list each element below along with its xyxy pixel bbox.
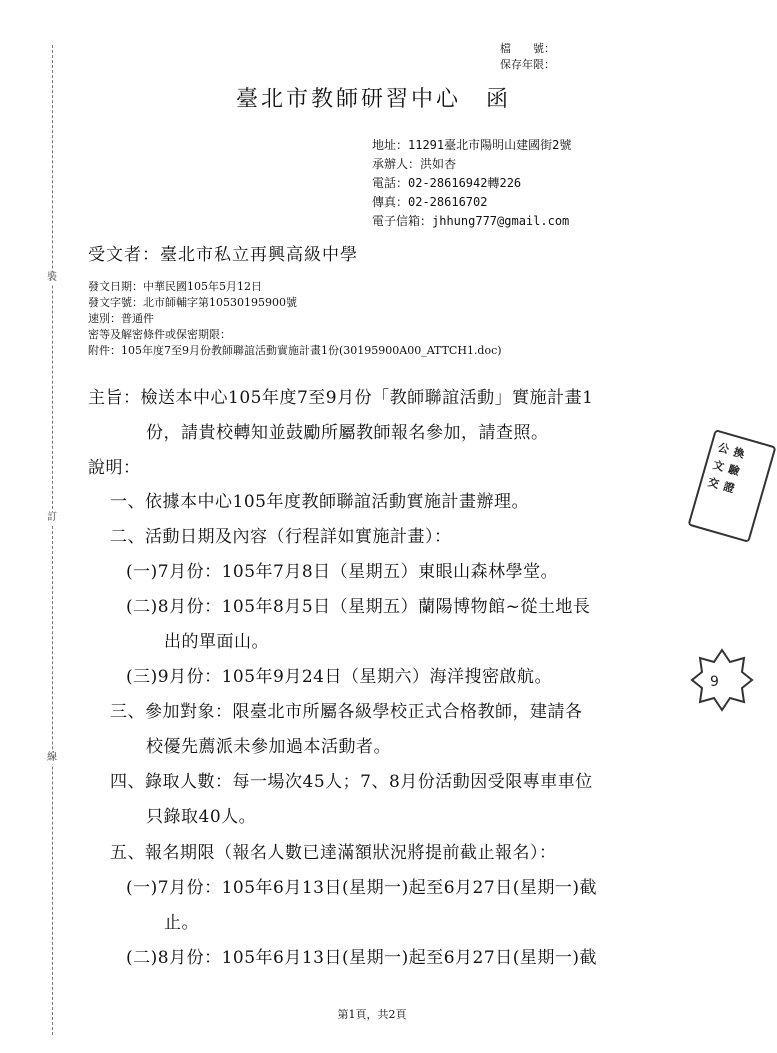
- binding-mark-xian: 線: [44, 752, 60, 764]
- item-3-line-1: 三、參加對象：限臺北市所屬各級學校正式合格教師，建請各: [110, 702, 583, 722]
- sender-info: [372, 136, 571, 231]
- seal-stamp-number: 9: [710, 674, 719, 690]
- item-2-sub-2-line-2: 出的單面山。: [164, 632, 269, 652]
- item-5-sub-1-line-1: (一)7月份：105年6月13日(星期一)起至6月27日(星期一)截: [126, 878, 597, 898]
- document-meta: [88, 279, 502, 359]
- item-3-line-2: 校優先薦派未參加過本活動者。: [146, 737, 391, 757]
- sender-contact: 承辦人：洪如杏: [372, 157, 457, 171]
- stamp-char: 驗: [726, 462, 741, 479]
- sender-phone: 電話：02-28616942轉226: [372, 176, 522, 190]
- recipient: 受文者：臺北市私立再興高級中學: [88, 245, 358, 265]
- stamp-char: 交: [706, 475, 721, 492]
- retention-period-label: 保存年限：: [500, 58, 555, 71]
- explanation-label: 說明：: [88, 458, 141, 478]
- item-2: 二、活動日期及內容（行程詳如實施計畫）：: [110, 527, 452, 547]
- item-4-line-2: 只錄取40人。: [146, 807, 257, 827]
- seal-stamp-icon: [690, 648, 754, 712]
- subject-line-2: 份，請貴校轉知並鼓勵所屬教師報名參加，請查照。: [146, 423, 549, 443]
- attachment: 附件：105年度7至9月份教師聯誼活動實施計畫1份(30195900A00_ATTCH1.doc): [88, 344, 502, 357]
- binding-line: [52, 45, 53, 1035]
- binding-mark-zhuang: 裝: [44, 272, 60, 284]
- document-title: 臺北市教師研習中心 函: [236, 87, 512, 112]
- sender-email: 電子信箱：jhhung777@gmail.com: [372, 214, 570, 228]
- stamp-char: 證: [721, 479, 736, 496]
- sender-address: 地址：11291臺北市陽明山建國街2號: [372, 138, 572, 152]
- item-5-sub-2: (二)8月份：105年6月13日(星期一)起至6月27日(星期一)截: [126, 948, 597, 968]
- item-4-line-1: 四、錄取人數：每一場次45人；7、8月份活動因受限專車車位: [110, 772, 593, 792]
- binding-mark-ding: 訂: [44, 512, 60, 524]
- item-2-sub-1: (一)7月份：105年7月8日（星期五）東眼山森林學堂。: [126, 562, 559, 582]
- item-5: 五、報名期限（報名人數已達滿額狀況將提前截止報名）：: [110, 843, 557, 863]
- stamp-char: 換: [731, 445, 746, 461]
- item-2-sub-3: (三)9月份：105年9月24日（星期六）海洋搜密啟航。: [126, 667, 552, 687]
- issue-date: 發文日期：中華民國105年5月12日: [88, 280, 262, 293]
- file-number-label: 檔 號：: [500, 42, 555, 55]
- document-number: 發文字號：北市師輔字第10530195900號: [88, 296, 297, 309]
- item-1: 一、依據本中心105年度教師聯誼活動實施計畫辦理。: [110, 492, 529, 512]
- sender-fax: 傳真：02-28616702: [372, 195, 488, 209]
- subject-line-1: 主旨：檢送本中心105年度7至9月份「教師聯誼活動」實施計畫1: [88, 388, 594, 408]
- exchange-verification-stamp: [687, 429, 776, 543]
- stamp-char: 文: [711, 458, 726, 474]
- page-footer: 第1頁，共2頁: [337, 1008, 407, 1021]
- stamp-char: 公: [716, 440, 731, 457]
- item-5-sub-1-line-2: 止。: [164, 913, 199, 933]
- secrecy-level: 密等及解密條件或保密期限：: [88, 328, 231, 341]
- item-2-sub-2-line-1: (二)8月份：105年8月5日（星期五）蘭陽博物館~從土地長: [126, 597, 591, 617]
- delivery-speed: 速別：普通件: [88, 312, 154, 325]
